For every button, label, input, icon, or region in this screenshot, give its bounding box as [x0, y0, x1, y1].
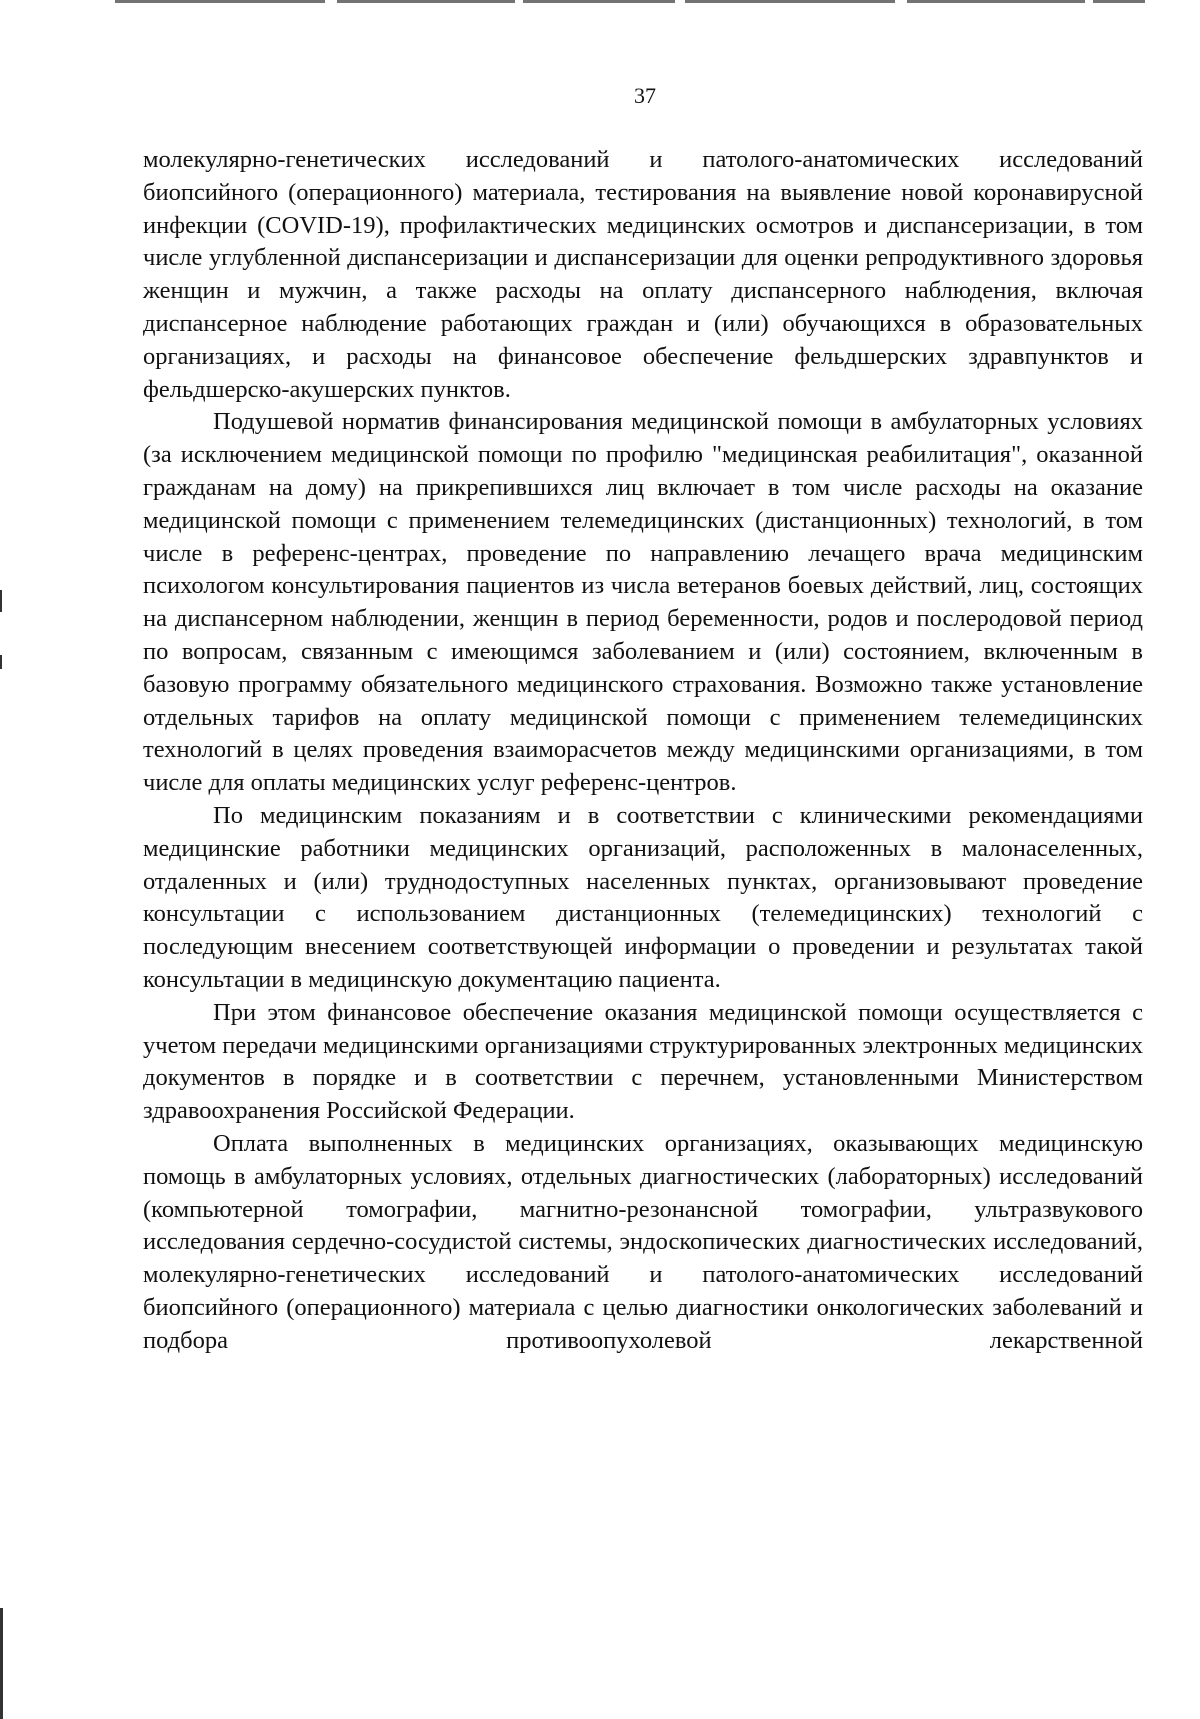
- paragraph-continuation: молекулярно-генетических исследований и патолого-анатомических исследований биопсийного (операционного) материала, тестирования на выявление новой коронавирусной инфекции (COVID-19), профилактических медицинских осмотров и диспансеризации, в том числе углубленной диспансеризации и диспансеризации для оценки репродуктивного здоровья женщин и мужчин, а также расходы на оплату диспансерного наблюдения, включая диспансерное наблюдение работающих граждан и (или) обучающихся в образовательных организациях, и расходы на финансовое обеспечение фельдшерских здравпунктов и фельдшерско-акушерских пунктов.: [143, 146, 1143, 403]
- page-number: 37: [634, 83, 656, 108]
- paragraph-per-capita-standard: Подушевой норматив финансирования медицинской помощи в амбулаторных условиях (за исключением медицинской помощи по профилю "медицинская реабилитация", оказанной гражданам на дому) на прикрепившихся лиц включает в том числе расходы на оказание медицинской помощи с применением телемедицинских (дистанционных) технологий, в том числе в референс-центрах, проведение по направлению лечащего врача медицинским психологом консультирования пациентов из числа ветеранов боевых действий, лиц, состоящих на диспансерном наблюдении, женщин в период беременности, родов и послеродовой период по вопросам, связанным с имеющимся заболеванием и (или) состоянием, включенным в базовую программу обязательного медицинского страхования. Возможно также установление отдельных тарифов на оплату медицинской помощи с применением телемедицинских технологий в целях проведения взаиморасчетов между медицинскими организациями, в том числе для оплаты медицинских услуг референс-центров.: [143, 408, 1143, 797]
- paragraph-payment-diagnostics: Оплата выполненных в медицинских организациях, оказывающих медицинскую помощь в амбулаторных условиях, отдельных диагностических (лабораторных) исследований (компьютерной томографии, магнитно-резонансной томографии, ультразвукового исследования сердечно-сосудистой системы, эндоскопических диагностических исследований, молекулярно-генетических исследований и патолого-анатомических исследований биопсийного (операционного) материала с целью диагностики онкологических заболеваний и подбора противоопухолевой лекарственной: [143, 1129, 1143, 1354]
- paragraph-financial-provision: При этом финансовое обеспечение оказания медицинской помощи осуществляется с учетом передачи медицинскими организациями структурированных электронных медицинских документов в порядке и в соответствии с перечнем, установленными Министерством здравоохранения Российской Федерации.: [143, 998, 1143, 1125]
- scan-edge-mark: [0, 655, 2, 669]
- scan-edge-mark: [0, 1608, 3, 1719]
- paragraph-remote-consultations: По медицинским показаниям и в соответствии с клиническими рекомендациями медицинские работники медицинских организаций, расположенных в малонаселенных, отдаленных и (или) труднодоступных населенных пунктах, организовывают проведение консультации с использованием дистанционных (телемедицинских) технологий с последующим внесением соответствующей информации о проведении и результатах такой консультации в медицинскую документацию пациента.: [143, 801, 1143, 993]
- scan-edge-mark: [0, 590, 2, 612]
- scan-top-edge: [115, 0, 1145, 3]
- document-body: [143, 144, 1143, 1357]
